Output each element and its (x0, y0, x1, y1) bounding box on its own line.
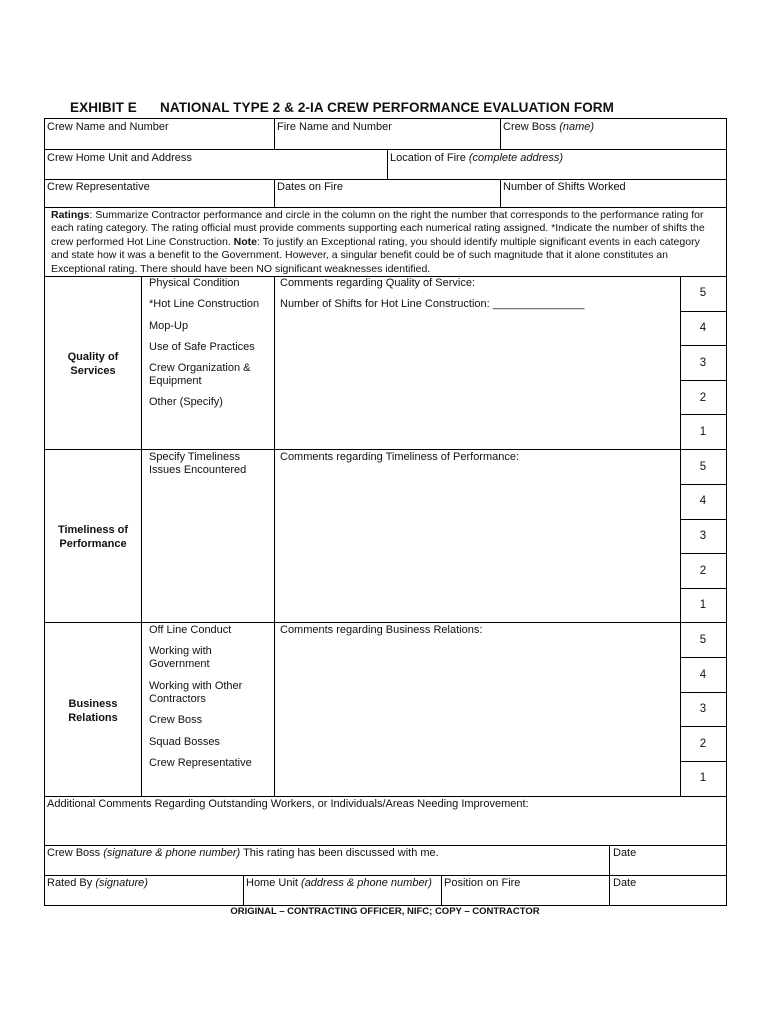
business-comments[interactable]: Comments regarding Business Relations: (280, 624, 483, 636)
crew-boss-sig-hint: (signature & phone number) (103, 847, 241, 859)
rule (274, 276, 275, 796)
business-score-3[interactable]: 3 (699, 703, 707, 715)
distribution-footer: ORIGINAL – CONTRACTING OFFICER, NIFC; COPY – CONTRACTOR (230, 906, 540, 917)
ratings-label: Ratings (51, 209, 90, 221)
category-quality: Quality of Services (67, 351, 119, 377)
rule (44, 845, 727, 846)
ratings-instructions (51, 209, 719, 276)
crew-boss-field[interactable] (503, 121, 594, 134)
timeliness-score-2[interactable]: 2 (699, 565, 707, 577)
item-physical-condition: Physical Condition (149, 277, 240, 289)
rule (680, 380, 727, 381)
home-unit-field[interactable]: Crew Home Unit and Address (47, 152, 192, 164)
quality-score-3[interactable]: 3 (699, 357, 707, 369)
item-crew-organization: Crew Organization & Equipment (149, 362, 251, 387)
exhibit-label: EXHIBIT E (70, 100, 137, 115)
quality-score-1[interactable]: 1 (699, 426, 707, 438)
crew-rep-field[interactable]: Crew Representative (47, 181, 150, 193)
category-business: Business Relations (68, 698, 118, 724)
rule (680, 553, 727, 554)
note-label: Note (233, 235, 258, 248)
rated-by-field[interactable] (47, 877, 148, 890)
rule (680, 345, 727, 346)
rule (680, 761, 727, 762)
item-crew-representative: Crew Representative (149, 757, 252, 769)
rule (44, 875, 727, 876)
rule (44, 449, 727, 450)
rule (387, 149, 388, 179)
dates-field[interactable]: Dates on Fire (277, 181, 344, 193)
quality-score-5[interactable]: 5 (699, 287, 707, 299)
rule (441, 875, 442, 906)
item-crew-boss: Crew Boss (149, 714, 203, 726)
rule (680, 311, 727, 312)
rule (44, 622, 727, 623)
rule (609, 845, 610, 906)
rule (680, 692, 727, 693)
timeliness-score-1[interactable]: 1 (699, 599, 707, 611)
crew-name-field[interactable]: Crew Name and Number (47, 121, 169, 133)
additional-comments-field[interactable]: Additional Comments Regarding Outstanding Workers, or Individuals/Areas Needing Improvement: (47, 798, 529, 810)
crew-boss-sig-text: This rating has been discussed with me. (243, 847, 439, 859)
item-hot-line: *Hot Line Construction (149, 298, 260, 310)
rule (680, 726, 727, 727)
business-score-1[interactable]: 1 (699, 772, 707, 784)
home-unit-sig-label: Home Unit (246, 877, 298, 889)
item-safe-practices: Use of Safe Practices (149, 341, 255, 353)
location-label: Location of Fire (390, 152, 466, 164)
crew-boss-label: Crew Boss (503, 121, 557, 133)
home-unit-sig-hint: (address & phone number) (301, 877, 432, 889)
rule (44, 207, 727, 208)
quality-score-2[interactable]: 2 (699, 392, 707, 404)
item-mop-up: Mop-Up (149, 320, 189, 332)
home-unit-signature-field[interactable] (246, 877, 432, 890)
form-title: NATIONAL TYPE 2 & 2-IA CREW PERFORMANCE EVALUATION FORM (160, 100, 615, 115)
rated-by-hint: (signature) (95, 877, 148, 889)
business-score-4[interactable]: 4 (699, 669, 707, 681)
location-field[interactable] (390, 152, 563, 165)
date-field-2[interactable]: Date (613, 877, 637, 889)
item-off-line-conduct: Off Line Conduct (149, 624, 232, 636)
timeliness-score-5[interactable]: 5 (699, 461, 707, 473)
ratings-text: : Summarize Contractor performance and circle in the column on the right the number that corresponds to the performance rating for each rating category. The rating official must provide comments supporting each numerical rating assigned. *Indicate the number of shifts the crew performed Hot Line Construction. (51, 209, 705, 248)
crew-boss-hint: (name) (559, 121, 595, 133)
rule (44, 796, 727, 797)
rule (141, 276, 142, 796)
position-on-fire-field[interactable]: Position on Fire (444, 877, 521, 889)
rule (680, 484, 727, 485)
category-timeliness: Timeliness of Performance (57, 524, 129, 550)
crew-boss-sig-label: Crew Boss (47, 847, 101, 859)
item-squad-bosses: Squad Bosses (149, 736, 220, 748)
item-working-contractors: Working with Other Contractors (149, 680, 243, 705)
fire-name-field[interactable]: Fire Name and Number (277, 121, 392, 133)
rule (44, 179, 727, 180)
rule (500, 179, 501, 207)
business-score-5[interactable]: 5 (699, 634, 707, 646)
business-score-2[interactable]: 2 (699, 738, 707, 750)
rule (243, 875, 244, 906)
shifts-field[interactable]: Number of Shifts Worked (503, 181, 626, 193)
rated-by-label: Rated By (47, 877, 93, 889)
date-field-1[interactable]: Date (613, 847, 637, 859)
item-working-government: Working with Government (149, 645, 212, 670)
item-timeliness-issues: Specify Timeliness Issues Encountered (149, 451, 247, 476)
rule (274, 118, 275, 149)
timeliness-score-3[interactable]: 3 (699, 530, 707, 542)
quality-comments[interactable]: Comments regarding Quality of Service: (280, 277, 476, 289)
timeliness-score-4[interactable]: 4 (699, 495, 707, 507)
item-other: Other (Specify) (149, 396, 223, 408)
crew-boss-signature-field[interactable] (47, 847, 439, 860)
hot-line-shifts-field[interactable]: Number of Shifts for Hot Line Construction: _______________ (280, 298, 585, 310)
quality-score-4[interactable]: 4 (699, 322, 707, 334)
timeliness-comments[interactable]: Comments regarding Timeliness of Performance: (280, 451, 520, 463)
rule (500, 118, 501, 149)
rule (680, 414, 727, 415)
note-text: : To justify an Exceptional rating, you should identify multiple significant events in each category and state how it was a benefit to the Government. However, a singular benefit could be of such magnitude that it alone constitutes an Exceptional rating. There should have been NO significant weaknesses identified. (51, 235, 700, 275)
rule (680, 588, 727, 589)
rule (274, 179, 275, 207)
rule (680, 657, 727, 658)
rule (44, 149, 727, 150)
rule (680, 519, 727, 520)
location-hint: (complete address) (468, 152, 564, 164)
